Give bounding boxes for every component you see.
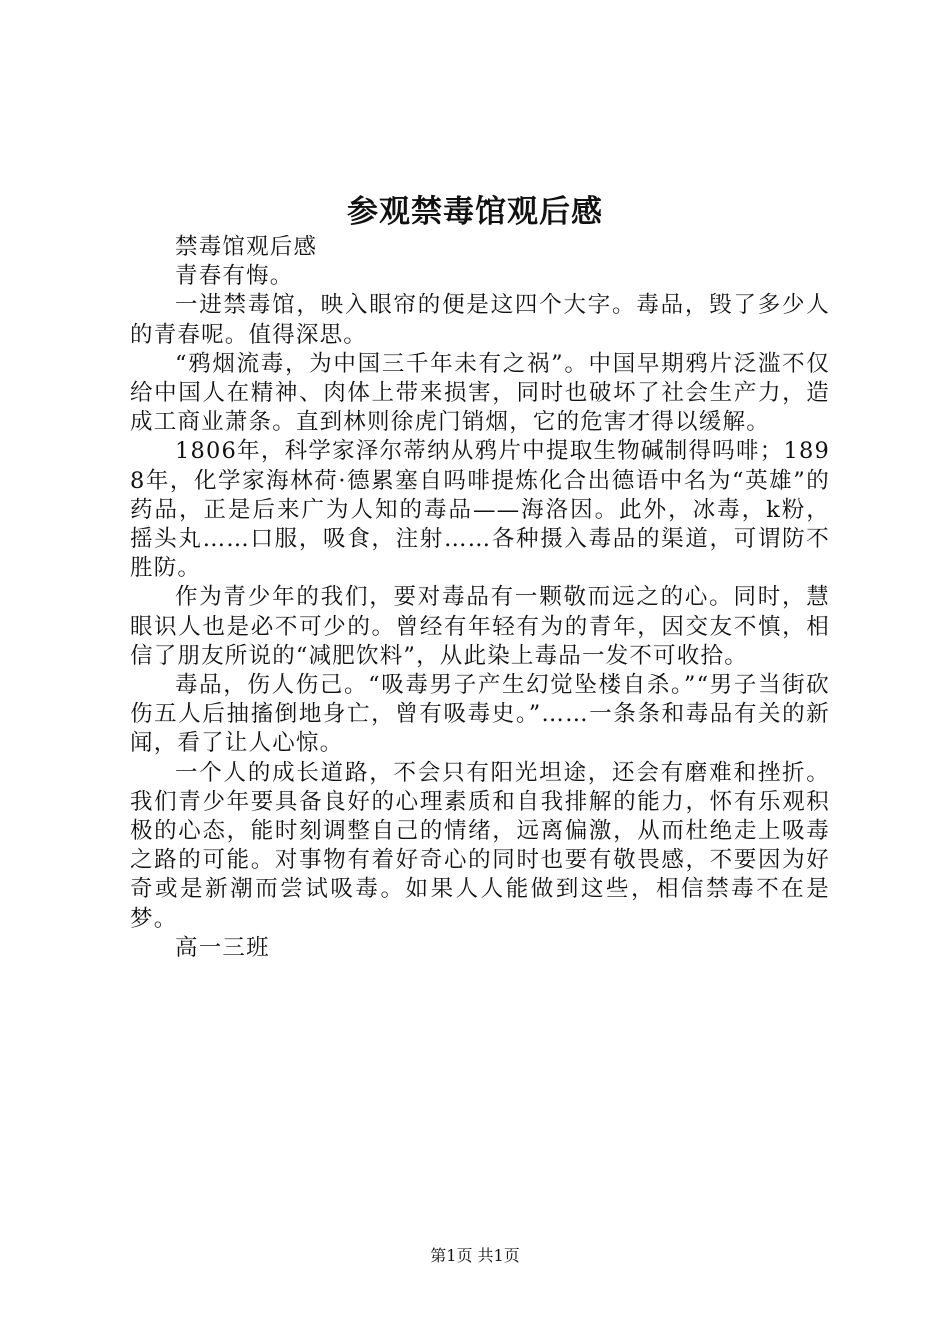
document-body: [130, 233, 830, 963]
paragraph: 1806年，科学家泽尔蒂纳从鸦片中提取生物碱制得吗啡；1898年，化学家海林荷·德累塞自吗啡提炼化合出德语中名为“英雄”的药品，正是后来广为人知的毒品——海洛因。此外，冰毒，k粉，摇头丸……口服，吸食，注射……各种摄入毒品的渠道，可谓防不胜防。: [130, 438, 830, 582]
paragraph-signature: 高一三班: [175, 934, 270, 961]
page-footer: 第1页 共1页: [430, 1246, 520, 1265]
paragraph: 一个人的成长道路，不会只有阳光坦途，还会有磨难和挫折。我们青少年要具备良好的心理素质和自我排解的能力，怀有乐观积极的心态，能时刻调整自己的情绪，远离偏激，从而杜绝走上吸毒之路的可能。对事物有着好奇心的同时也要有敬畏感，不要因为好奇或是新潮而尝试吸毒。如果人人能做到这些，相信禁毒不在是梦。: [130, 759, 830, 932]
paragraph: 作为青少年的我们，要对毒品有一颗敬而远之的心。同时，慧眼识人也是必不可少的。曾经有年轻有为的青年，因交友不慎，相信了朋友所说的“减肥饮料”，从此染上毒品一发不可收拾。: [130, 584, 830, 669]
paragraph-heading: 青春有悔。: [175, 263, 294, 290]
paragraph: 毒品，伤人伤己。“吸毒男子产生幻觉坠楼自杀。”“男子当街砍伤五人后抽搐倒地身亡，曾有吸毒史。”……一条条和毒品有关的新闻，看了让人心惊。: [130, 672, 830, 757]
paragraph: 一进禁毒馆，映入眼帘的便是这四个大字。毒品，毁了多少人的青春呢。值得深思。: [130, 292, 830, 348]
paragraph-subtitle: 禁毒馆观后感: [175, 234, 318, 260]
document-title: 参观禁毒馆观后感: [347, 194, 603, 230]
paragraph: “鸦烟流毒，为中国三千年未有之祸”。中国早期鸦片泛滥不仅给中国人在精神、肉体上带来损害，同时也破坏了社会生产力，造成工商业萧条。直到林则徐虎门销烟，它的危害才得以缓解。: [130, 350, 830, 436]
